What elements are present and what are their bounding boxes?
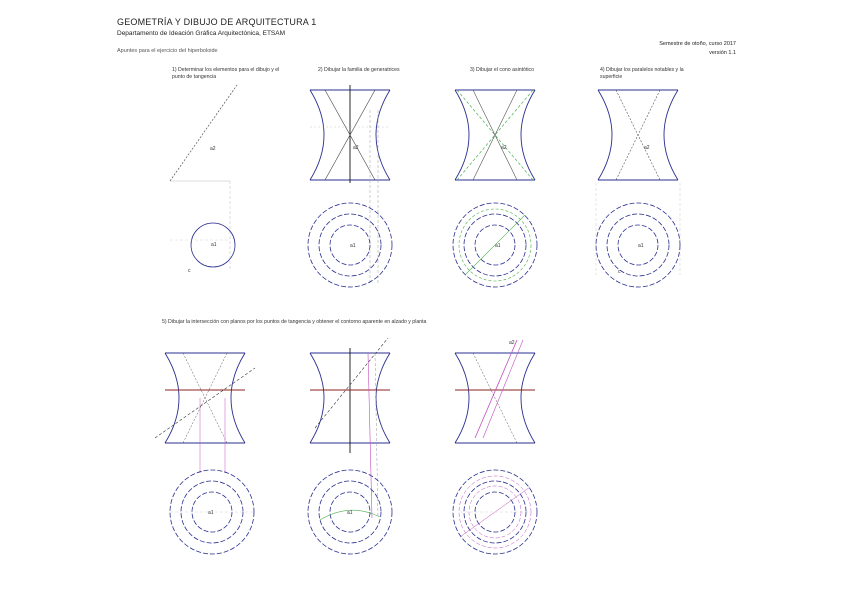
step-4-caption: 4) Dibujar los paralelos notables y la superficie: [600, 67, 684, 80]
step-5a-drawing: [155, 353, 255, 473]
small-label: c: [618, 269, 621, 275]
section-plane: [315, 338, 388, 428]
step-3-plan: [453, 203, 537, 287]
step-5b-drawing: [310, 338, 390, 518]
point-label: a2: [210, 146, 216, 152]
version-label: versión 1.1: [709, 50, 736, 56]
step-5c-plan: [453, 470, 537, 554]
plan-point-label: a1: [495, 243, 501, 249]
step-5-caption: 5) Dibujar la intersección con planos por los puntos de tangencia y obtener el contorno aparente en alzado y planta: [162, 319, 427, 325]
step-2-caption: 2) Dibujar la familia de generatrices: [318, 67, 400, 73]
step-5a-plan: [170, 470, 254, 554]
step-5c-drawing: [455, 340, 535, 443]
plan-point-label: a1: [208, 510, 214, 516]
generatrix-line: [170, 85, 237, 181]
step-2-drawing: [310, 85, 390, 285]
section-plane: [475, 340, 517, 438]
step-3-drawing: [455, 90, 535, 180]
step-2-plan: [308, 203, 392, 287]
section-projection: [368, 353, 372, 518]
step-3-caption: 3) Dibujar el cono asintótico: [470, 67, 535, 73]
small-label: c: [188, 268, 191, 274]
point-label: a2: [353, 145, 359, 151]
step-1-drawing: [170, 85, 237, 274]
step-4-plan: [596, 203, 680, 287]
section-plane: [155, 368, 255, 438]
point-label: a2: [644, 145, 650, 151]
department-label: Departamento de Ideación Gráfica Arquitectónica, ETSAM: [117, 30, 286, 37]
plan-point-label: a1: [638, 243, 644, 249]
step-1-caption: 1) Determinar los elementos para el dibujo y el punto de tangencia: [172, 67, 280, 80]
plan-point-label: a1: [350, 243, 356, 249]
plan-point-label: a1: [347, 510, 353, 516]
semester-label: Semestre de otoño, curso 2017: [659, 41, 736, 47]
step-5b-plan: [308, 470, 392, 554]
plan-point-label: a1: [211, 242, 217, 248]
point-label: a2: [501, 145, 507, 151]
point-label: a2: [509, 340, 515, 346]
exercise-note: Apuntes para el ejercicio del hiperboloide: [117, 48, 218, 54]
page-title: GEOMETRÍA Y DIBUJO DE ARQUITECTURA 1: [117, 17, 317, 27]
